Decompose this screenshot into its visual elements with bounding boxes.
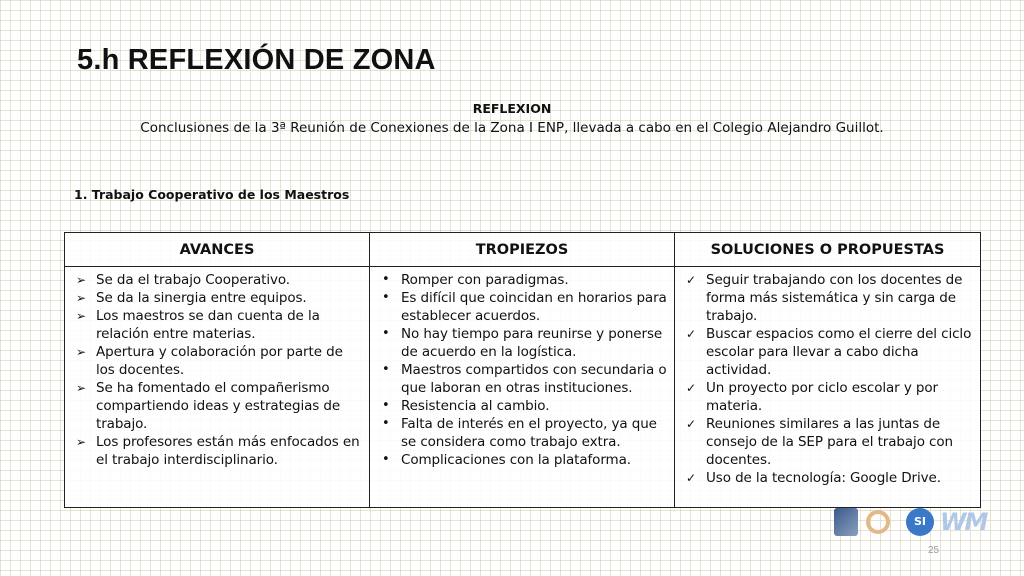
avances-item [70, 289, 365, 307]
reflection-table [64, 232, 981, 508]
footer-logos [834, 508, 1000, 538]
dot-bullet-icon: • [382, 452, 390, 467]
soluciones-item [680, 325, 976, 379]
list-item-text: Romper con paradigmas. [401, 272, 569, 288]
list-item-text: Es difícil que coincidan en horarios para establecer acuerdos. [401, 290, 667, 324]
list-item-text: Reuniones similares a las juntas de consejo de la SEP para el trabajo con docentes. [706, 416, 953, 468]
arrow-bullet-icon: ➢ [76, 273, 86, 287]
avances-list [70, 271, 365, 469]
tropiezos-item [375, 415, 670, 451]
dot-bullet-icon: • [382, 416, 390, 431]
soluciones-item [680, 415, 976, 469]
anniversary-50-logo [866, 508, 898, 536]
list-item-text: No hay tiempo para reunirse y ponerse de acuerdo en la logística. [401, 326, 663, 360]
avances-item [70, 379, 365, 433]
list-item-text: Se da el trabajo Cooperativo. [96, 272, 290, 288]
arrow-bullet-icon: ➢ [76, 435, 86, 449]
list-item-text: Los profesores están más enfocados en el trabajo interdisciplinario. [96, 434, 360, 468]
list-item-text: Se da la sinergia entre equipos. [96, 290, 307, 306]
soluciones-item [680, 469, 976, 487]
dot-bullet-icon: • [382, 272, 390, 287]
header-soluciones: SOLUCIONES O PROPUESTAS [675, 233, 981, 267]
list-item-text: Seguir trabajando con los docentes de forma más sistemática y sin carga de trabajo. [706, 272, 963, 324]
reflexion-heading: REFLEXION [472, 101, 552, 116]
avances-item [70, 271, 365, 289]
unam-shield-logo [834, 508, 858, 536]
checkmark-icon: ✓ [686, 471, 696, 485]
list-item-text: Falta de interés en el proyecto, ya que se considera como trabajo extra. [401, 416, 657, 450]
header-tropiezos: TROPIEZOS [370, 233, 675, 267]
slide-title: 5.h REFLEXIÓN DE ZONA [77, 44, 436, 76]
section-heading: 1. Trabajo Cooperativo de los Maestros [74, 187, 350, 202]
wm-logo: WM [940, 508, 987, 536]
list-item-text: Resistencia al cambio. [401, 398, 550, 414]
dot-bullet-icon: • [382, 398, 390, 413]
list-item-text: Uso de la tecnología: Google Drive. [706, 470, 941, 486]
arrow-bullet-icon: ➢ [76, 291, 86, 305]
tropiezos-item [375, 361, 670, 397]
tropiezos-item [375, 451, 670, 469]
dot-bullet-icon: • [382, 290, 390, 305]
table-body-row [65, 267, 981, 508]
list-item-text: Maestros compartidos con secundaria o que laboran en otras instituciones. [401, 362, 667, 396]
arrow-bullet-icon: ➢ [76, 345, 86, 359]
si-badge-logo: SI [906, 508, 934, 536]
tropiezos-item [375, 271, 670, 289]
list-item-text: Los maestros se dan cuenta de la relación entre materias. [96, 308, 320, 342]
dot-bullet-icon: • [382, 362, 390, 377]
avances-cell [65, 267, 370, 508]
list-item-text: Complicaciones con la plataforma. [401, 452, 631, 468]
soluciones-list [680, 271, 976, 487]
checkmark-icon: ✓ [686, 417, 696, 431]
list-item-text: Buscar espacios como el cierre del ciclo escolar para llevar a cabo dicha actividad. [706, 326, 972, 378]
header-avances: AVANCES [65, 233, 370, 267]
list-item-text: Apertura y colaboración por parte de los docentes. [96, 344, 343, 378]
avances-item [70, 307, 365, 343]
tropiezos-item [375, 325, 670, 361]
page-number: 25 [928, 545, 940, 556]
checkmark-icon: ✓ [686, 381, 696, 395]
table-header-row [65, 233, 981, 267]
arrow-bullet-icon: ➢ [76, 309, 86, 323]
checkmark-icon: ✓ [686, 273, 696, 287]
tropiezos-list [375, 271, 670, 469]
conclusions-text: Conclusiones de la 3ª Reunión de Conexiones de la Zona I ENP, llevada a cabo en el Colegio Alejandro Guillot. [140, 120, 884, 136]
tropiezos-cell [370, 267, 675, 508]
checkmark-icon: ✓ [686, 327, 696, 341]
tropiezos-item [375, 397, 670, 415]
soluciones-cell [675, 267, 981, 508]
soluciones-item [680, 379, 976, 415]
list-item-text: Un proyecto por ciclo escolar y por materia. [706, 380, 938, 414]
soluciones-item [680, 271, 976, 325]
list-item-text: Se ha fomentado el compañerismo compartiendo ideas y estrategias de trabajo. [96, 380, 341, 432]
avances-item [70, 343, 365, 379]
arrow-bullet-icon: ➢ [76, 381, 86, 395]
avances-item [70, 433, 365, 469]
dot-bullet-icon: • [382, 326, 390, 341]
tropiezos-item [375, 289, 670, 325]
